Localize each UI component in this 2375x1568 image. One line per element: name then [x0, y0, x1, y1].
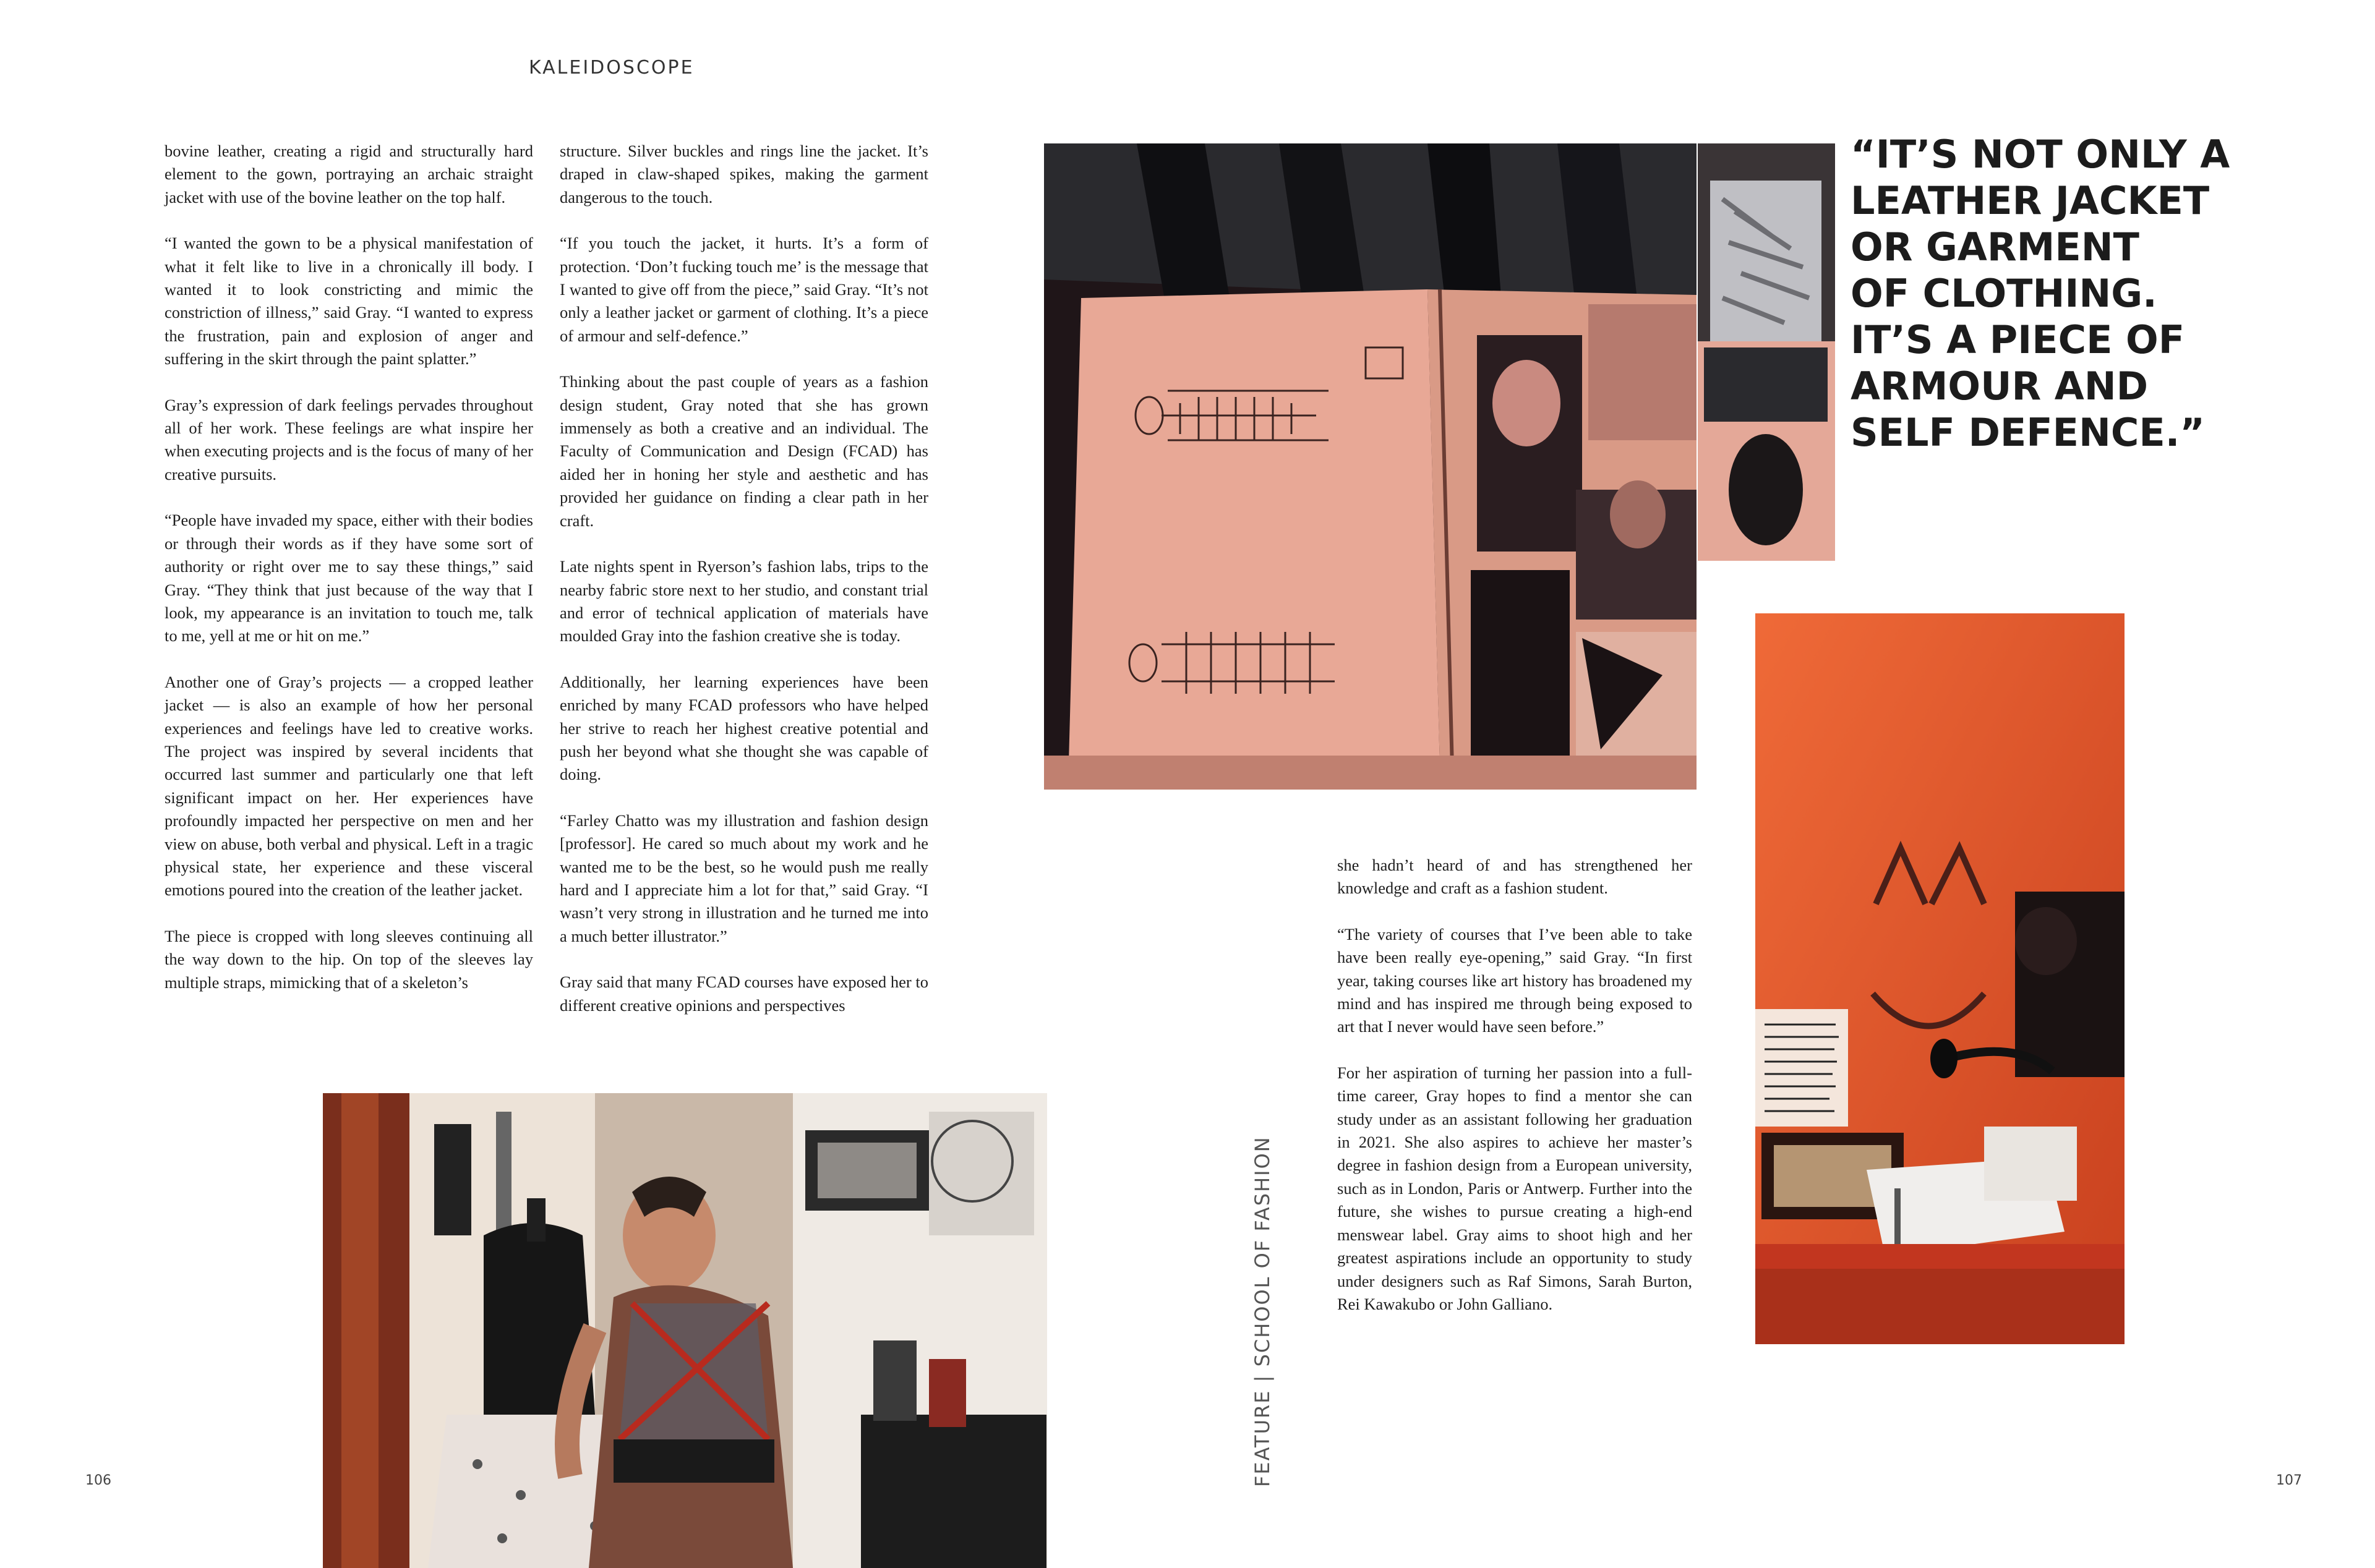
pull-quote: “IT’S NOT ONLY A LEATHER JACKET OR GARMENT OF CLOTHING. IT’S A PIECE OF ARMOUR AND SELF DEFENCE.”: [1851, 132, 2230, 455]
section-label: FEATURE | SCHOOL OF FASHION: [1251, 1136, 1274, 1487]
paragraph: Thinking about the past couple of years as a fashion design student, Gray noted that she has grown immensely as both a creative and an individual. The Faculty of Communication and Design (FCAD) has aided her in honing her style and aesthetic and has provided her guidance on finding a clear path in her craft.: [560, 372, 928, 530]
paragraph: “People have invaded my space, either with their bodies or through their words as if they have some sort of authority or right over me to say these things,” said Gray. “They think that just because of the way that I look, my appearance is an invitation to touch me, talk to me, yell at me or hit on me.”: [165, 511, 533, 646]
paragraph: The piece is cropped with long sleeves continuing all the way down to the hip. On top of the sleeves lay multiple straps, mimicking that of a skeleton’s: [165, 926, 533, 992]
paragraph: “Farley Chatto was my illustration and fashion design [professor]. He cared so much about my work and he wanted me to be the best, so he would push me really hard and I appreciate him a lot for that,” said Gray. “I wasn’t very strong in illustration and he turned me into a much better illustrator.”: [560, 811, 928, 945]
paragraph: “I wanted the gown to be a physical manifestation of what it felt like to live in a chronically ill body. I wanted it to look constricting and mimic the constriction of illness,” said Gray. “I wanted to express the frustration, pain and explosion of anger and suffering in the skirt through the paint splatter.”: [165, 234, 533, 369]
paragraph: she hadn’t heard of and has strengthened her knowledge and craft as a fashion student.: [1337, 856, 1692, 898]
paragraph: Gray said that many FCAD courses have exposed her to different creative opinions and perspectives: [560, 973, 928, 1015]
page-number-right: 107: [2276, 1473, 2302, 1488]
sketchbook-photo: [1044, 143, 1697, 790]
article-column-1: [165, 140, 533, 1017]
paragraph: Additionally, her learning experiences have been enriched by many FCAD professors who have helped her strive to reach her highest creative potential and push her beyond what she thought she was capable of doing.: [560, 672, 928, 784]
designer-at-work-photo: [323, 1093, 1047, 1568]
paragraph: Gray’s expression of dark feelings pervades throughout all of her work. These feelings are what inspire her when executing projects and is the focus of many of her creative pursuits.: [165, 395, 533, 484]
sewing-machine-photo: [1755, 613, 2125, 1344]
paragraph: “The variety of courses that I’ve been able to take have been really eye-opening,” said Gray. “In first year, taking courses like art history has broadened my mind and has inspired me through being exposed to art that I never would have seen before.”: [1337, 924, 1692, 1036]
paragraph: Late nights spent in Ryerson’s fashion labs, trips to the nearby fabric store next to her studio, and constant trial and error of technical application of materials have moulded Gray into the fashion creative she is today.: [560, 557, 928, 646]
paragraph: Another one of Gray’s projects — a cropped leather jacket — is also an example of how her personal experiences and feelings have led to creative works. The project was inspired by several incidents that occurred last summer and particularly one that left significant impact on her. Her experiences have profoundly impacted her perspective on men and her view on abuse, both verbal and physical. Left in a tragic physical state, her experience and these visceral emotions poured into the creation of the leather jacket.: [165, 672, 533, 900]
paragraph: For her aspiration of turning her passion into a full-time career, Gray hopes to find a mentor she can study under as an assistant following her graduation in 2021. She also aspires to achieve her master’s degree in fashion design from a European university, such as in London, Paris or Antwerp. Further into the future, she wishes to pursue creating a high-end menswear label. Gray aims to shoot high and her greatest aspirations include an opportunity to study under designers such as Raf Simons, Sarah Burton, Rei Kawakubo or John Galliano.: [1337, 1063, 1692, 1313]
article-column-2: [560, 140, 928, 1040]
paragraph: structure. Silver buckles and rings line the jacket. It’s draped in claw-shaped spikes, making the garment dangerous to the touch.: [560, 142, 928, 207]
sketchbook-photo-extension: [1698, 143, 1835, 561]
page-number-left: 106: [85, 1473, 111, 1488]
paragraph: bovine leather, creating a rigid and structurally hard element to the gown, portraying an archaic straight jacket with use of the bovine leather on the top half.: [165, 142, 533, 207]
paragraph: “If you touch the jacket, it hurts. It’s a form of protection. ‘Don’t fucking touch me’ is the message that I wanted to give off from the piece,” said Gray. “It’s not only a leather jacket or garment of clothing. It’s a piece of armour and self-defence.”: [560, 234, 928, 345]
article-column-3: [1337, 854, 1692, 1339]
magazine-header: KALEIDOSCOPE: [529, 57, 695, 79]
